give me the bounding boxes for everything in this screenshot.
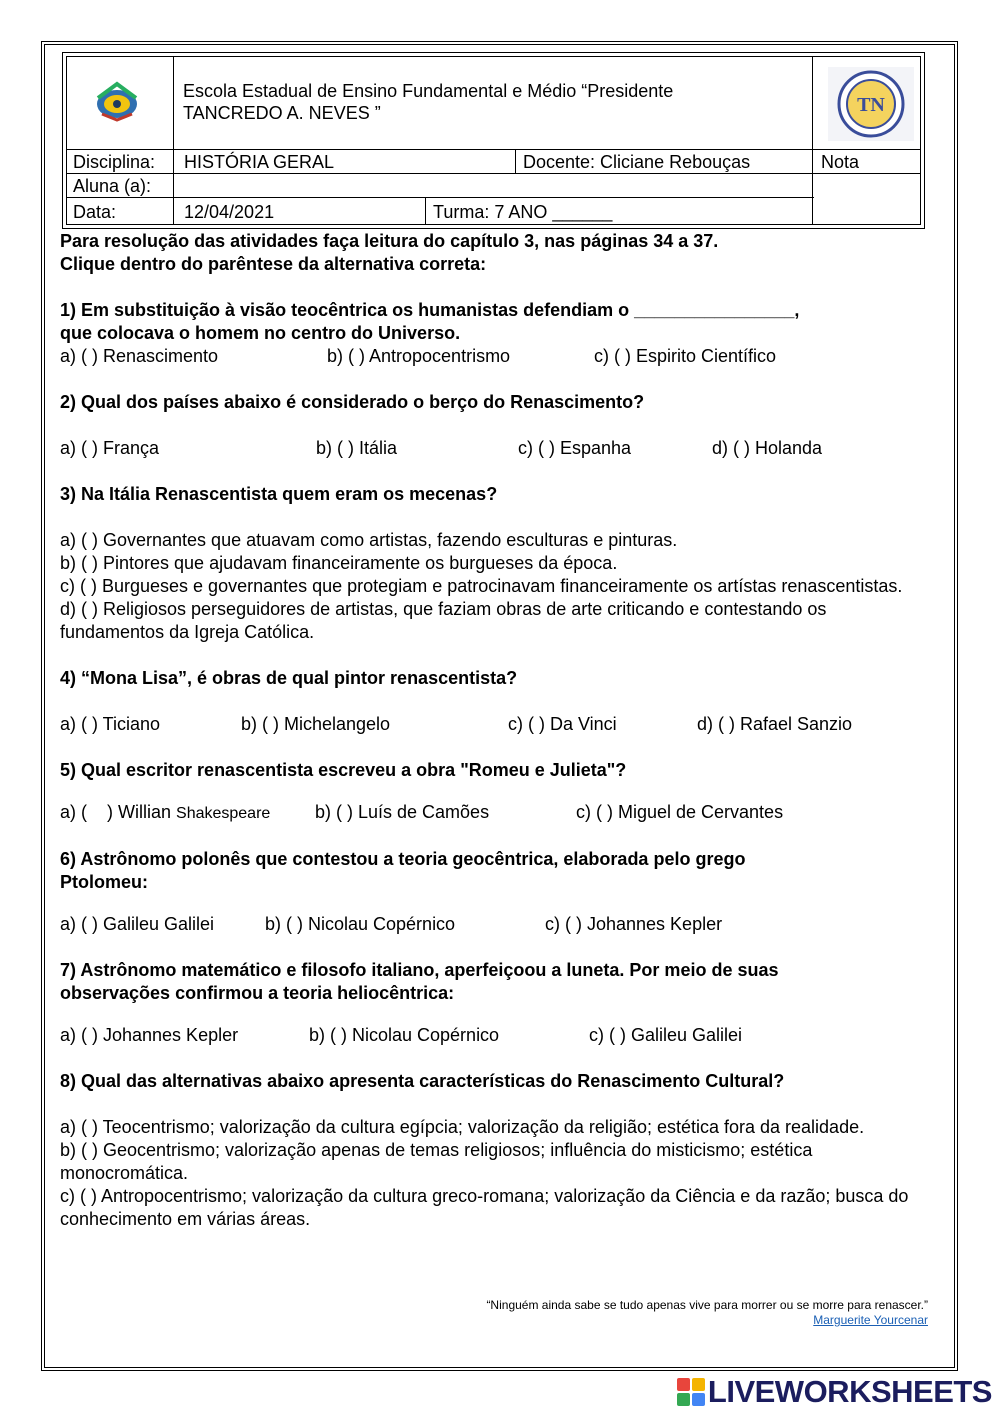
header-row-divider	[66, 197, 814, 198]
question-1-cont: que colocava o homem no centro do Universo.	[60, 323, 461, 343]
header-col-divider	[812, 56, 813, 225]
worksheet-body	[60, 230, 940, 1231]
option-c[interactable]: c) ( ) Galileu Galilei	[589, 1025, 743, 1045]
option-c[interactable]: c) ( ) Burgueses e governantes que protegiam e patrocinavam financeiramente os artístas renascentistas.	[60, 576, 903, 596]
question-2-options	[60, 437, 940, 460]
header-col-divider	[515, 149, 516, 173]
question-1-options	[60, 345, 940, 368]
seal-letters: TN	[857, 94, 885, 116]
option-b[interactable]: b) ( ) Itália	[316, 438, 398, 458]
question-5-options	[60, 801, 940, 825]
question-5: 5) Qual escritor renascentista escreveu a obra "Romeu e Julieta"?	[60, 760, 627, 780]
option-d[interactable]: d) ( ) Rafael Sanzio	[697, 714, 853, 734]
quote-text: “Ninguém ainda sabe se tudo apenas vive para morrer ou se morre para renascer.”	[486, 1298, 928, 1312]
aluna-label: Aluna (a):	[73, 176, 152, 196]
option-d[interactable]: d) ( ) Religiosos perseguidores de artistas, que faziam obras de arte criticando e contestando os fundamentos da Igreja Católica.	[60, 599, 827, 642]
header-col-divider	[173, 56, 174, 225]
option-a[interactable]: a) ( ) Galileu Galilei	[60, 914, 215, 934]
liveworksheets-brand[interactable]	[676, 1374, 992, 1410]
option-c[interactable]: c) ( ) Antropocentrismo; valorização da cultura greco-romana; valorização da Ciência e da razão; busca do conhecimento em várias áreas.	[60, 1186, 909, 1229]
question-3: 3) Na Itália Renascentista quem eram os mecenas?	[60, 484, 498, 504]
disciplina-value: HISTÓRIA GERAL	[184, 152, 335, 172]
option-c[interactable]: c) ( ) Da Vinci	[508, 714, 617, 734]
option-b[interactable]: b) ( ) Pintores que ajudavam financeiramente os burgueses da época.	[60, 553, 618, 573]
question-8: 8) Qual das alternativas abaixo apresenta características do Renascimento Cultural?	[60, 1071, 785, 1091]
question-7: 7) Astrônomo matemático e filosofo italiano, aperfeiçoou a luneta. Por meio de suas	[60, 960, 779, 980]
option-b[interactable]: b) ( ) Geocentrismo; valorização apenas de temas religiosos; influência do misticismo; estética monocromática.	[60, 1140, 813, 1183]
school-seal-icon	[828, 67, 914, 141]
option-a-name: Shakespeare	[176, 805, 271, 822]
option-c[interactable]: c) ( ) Espanha	[518, 438, 632, 458]
aluna-input[interactable]	[184, 176, 804, 194]
quote-block	[486, 1298, 928, 1328]
school-name	[183, 80, 793, 124]
option-d[interactable]: d) ( ) Holanda	[712, 438, 823, 458]
school-crest-icon	[92, 80, 142, 122]
option-a[interactable]: a) ( ) Renascimento	[60, 346, 219, 366]
data-label: Data:	[73, 202, 117, 222]
option-a[interactable]: a) ( ) Ticiano	[60, 714, 161, 734]
option-a[interactable]: a) ( ) França	[60, 438, 160, 458]
option-c[interactable]: c) ( ) Espirito Científico	[594, 346, 777, 366]
option-b[interactable]: b) ( ) Luís de Camões	[315, 802, 490, 822]
question-7-cont: observações confirmou a teoria heliocêntrica:	[60, 983, 455, 1003]
option-b[interactable]: b) ( ) Nicolau Copérnico	[265, 914, 456, 934]
liveworksheets-wordmark: LIVEWORKSHEETS	[707, 1374, 992, 1409]
option-c[interactable]: c) ( ) Miguel de Cervantes	[576, 802, 784, 822]
option-a[interactable]: a) ( ) Teocentrismo; valorização da cultura egípcia; valorização da religião; estética fora da realidade.	[60, 1117, 865, 1137]
option-a[interactable]: a) ( ) Johannes Kepler	[60, 1025, 239, 1045]
header-col-divider	[425, 197, 426, 225]
docente-label: Docente: Cliciane Rebouças	[523, 152, 751, 172]
option-a-prefix: a) ( ) Willian	[60, 802, 177, 822]
question-6-options	[60, 913, 940, 936]
data-value: 12/04/2021	[184, 202, 275, 222]
school-name-line-2: TANCREDO A. NEVES ”	[183, 103, 381, 123]
nota-field	[820, 178, 916, 220]
question-4: 4) “Mona Lisa”, é obras de qual pintor renascentista?	[60, 668, 518, 688]
option-a[interactable]	[60, 801, 315, 825]
question-1: 1) Em substituição à visão teocêntrica os humanistas defendiam o ________________,	[60, 300, 800, 320]
intro-line: Clique dentro do parêntese da alternativa correta:	[60, 254, 487, 274]
option-b[interactable]: b) ( ) Antropocentrismo	[327, 346, 511, 366]
nota-label: Nota	[821, 152, 860, 172]
intro-line: Para resolução das atividades faça leitura do capítulo 3, nas páginas 34 a 37.	[60, 231, 719, 251]
question-2: 2) Qual dos países abaixo é considerado o berço do Renascimento?	[60, 392, 645, 412]
disciplina-label: Disciplina:	[73, 152, 156, 172]
quote-author-link[interactable]: Marguerite Yourcenar	[813, 1313, 928, 1327]
header-row-divider	[814, 173, 921, 174]
option-c[interactable]: c) ( ) Johannes Kepler	[545, 914, 723, 934]
option-a[interactable]: a) ( ) Governantes que atuavam como artistas, fazendo esculturas e pinturas.	[60, 530, 678, 550]
question-6: 6) Astrônomo polonês que contestou a teoria geocêntrica, elaborada pelo grego	[60, 849, 746, 869]
question-4-options	[60, 713, 940, 736]
option-b[interactable]: b) ( ) Michelangelo	[241, 714, 391, 734]
option-b[interactable]: b) ( ) Nicolau Copérnico	[309, 1025, 500, 1045]
question-6-cont: Ptolomeu:	[60, 872, 148, 892]
turma-label: Turma: 7 ANO ______	[433, 202, 613, 222]
header-row-divider	[66, 149, 921, 150]
liveworksheets-logo-icon	[676, 1377, 706, 1407]
question-7-options	[60, 1024, 940, 1047]
school-name-line-1: Escola Estadual de Ensino Fundamental e Médio “Presidente	[183, 81, 674, 101]
header-row-divider	[66, 173, 814, 174]
